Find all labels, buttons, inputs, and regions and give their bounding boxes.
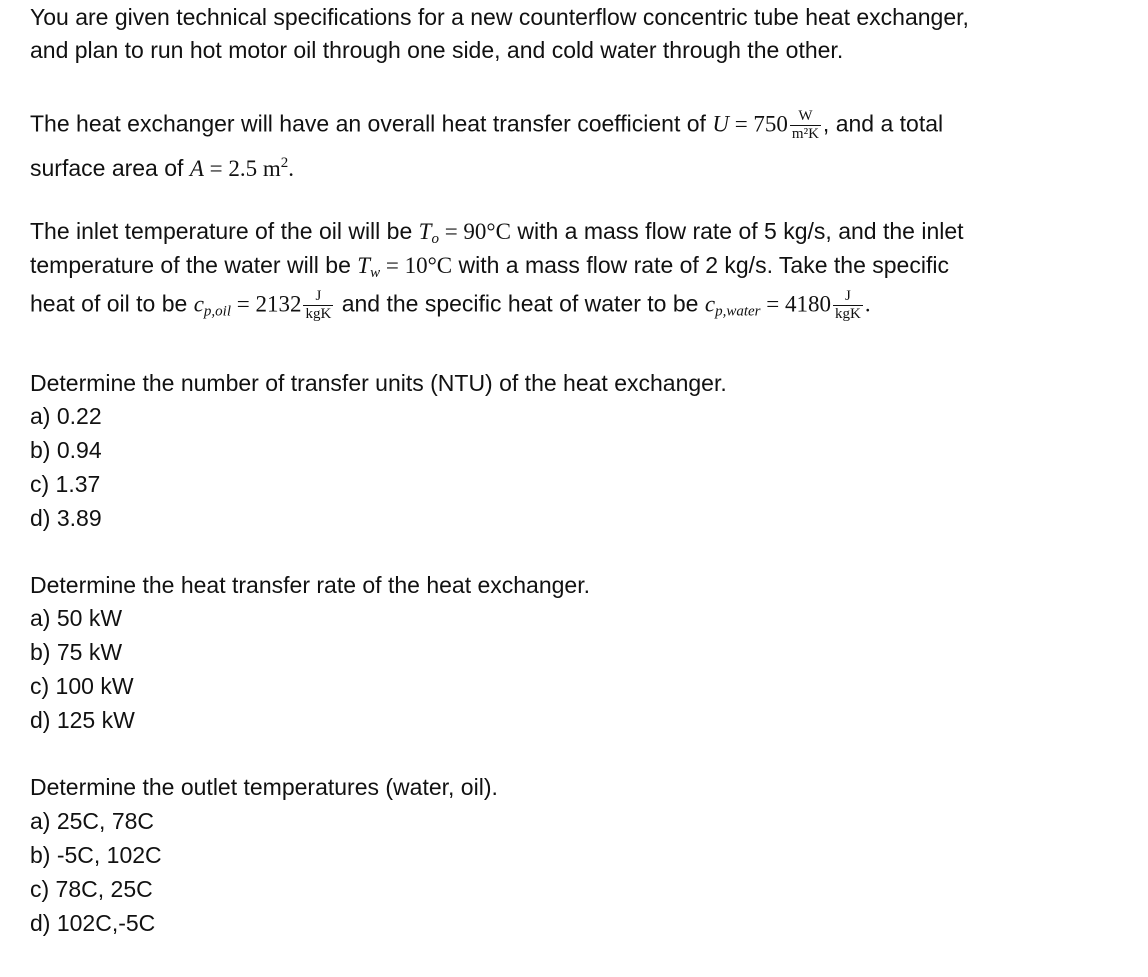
u-unit-fraction (790, 108, 821, 143)
spec-line-1 (30, 108, 943, 143)
to-subscript: o (431, 231, 439, 247)
question-1-option-a: a) 0.22 (30, 403, 102, 429)
inlet-text-3b: and the specific heat of water to be (335, 290, 705, 317)
intro-line-1: You are given technical specifications for a new counterflow concentric tube heat exchanger, (30, 4, 969, 30)
question-3-option-b: b) -5C, 102C (30, 842, 162, 868)
area-text: surface area of (30, 155, 190, 181)
cpw-symbol: c (704, 291, 716, 317)
inlet-text-2: temperature of the water will be (30, 252, 358, 278)
question-3-prompt: Determine the outlet temperatures (water, oil). (30, 774, 498, 800)
question-2-option-a: a) 50 kW (30, 605, 123, 631)
tw-subscript: w (370, 265, 381, 281)
question-2-option-c: c) 100 kW (30, 673, 134, 699)
cpw-unit-denominator: kgK (834, 306, 861, 322)
question-1-option-d: d) 3.89 (30, 505, 102, 531)
cpoil-unit-denominator: kgK (305, 306, 332, 322)
tw-value: = 10°C (380, 253, 453, 278)
u-value: = 750 (728, 111, 788, 137)
cpw-value: = 4180 (760, 291, 831, 317)
a-symbol: A (189, 156, 204, 181)
question-1-prompt: Determine the number of transfer units (NTU) of the heat exchanger. (30, 370, 727, 396)
a-value: = 2.5 m (203, 156, 281, 181)
inlet-text-3: heat of oil to be (30, 290, 194, 317)
spec-tail: , and a total (822, 110, 944, 137)
inlet-line-1 (30, 216, 964, 254)
u-unit-numerator: W (790, 108, 821, 126)
spec-line-2 (30, 148, 294, 184)
a-exponent: 2 (280, 155, 289, 171)
cpw-unit-numerator: J (833, 288, 863, 306)
a-tail: . (288, 156, 294, 181)
tw-symbol: T (357, 253, 371, 278)
cpoil-subscript: p,oil (203, 303, 231, 320)
question-2-prompt: Determine the heat transfer rate of the heat exchanger. (30, 572, 591, 598)
cpw-unit-fraction (833, 288, 863, 323)
question-3-option-a: a) 25C, 78C (30, 808, 155, 834)
u-unit-denominator: m²K (791, 126, 819, 142)
question-1-option-b: b) 0.94 (30, 437, 102, 463)
cpoil-symbol: c (193, 291, 204, 317)
cpoil-value: = 2132 (231, 291, 302, 317)
cpw-subscript: p,water (715, 303, 761, 320)
inlet-text-1: The inlet temperature of the oil will be (30, 218, 419, 244)
question-1-option-c: c) 1.37 (30, 471, 101, 497)
cpoil-unit-numerator: J (303, 288, 333, 306)
u-symbol: U (712, 111, 729, 137)
inlet-line-2 (30, 250, 949, 288)
intro-line-2: and plan to run hot motor oil through one side, and cold water through the other. (30, 37, 844, 63)
to-value: = 90°C (438, 219, 511, 244)
question-2-option-d: d) 125 kW (30, 707, 135, 733)
inlet-text-2b: with a mass flow rate of 2 kg/s. Take the specific (452, 252, 949, 278)
cpw-tail: . (864, 291, 871, 317)
inlet-text-1b: with a mass flow rate of 5 kg/s, and the inlet (510, 218, 964, 244)
to-symbol: T (418, 219, 432, 244)
question-2-option-b: b) 75 kW (30, 639, 123, 665)
cpoil-unit-fraction (303, 288, 333, 323)
question-3-option-d: d) 102C,-5C (30, 910, 156, 936)
question-3-option-c: c) 78C, 25C (30, 876, 153, 902)
inlet-line-3 (30, 288, 871, 327)
spec-text: The heat exchanger will have an overall heat transfer coefficient of (30, 110, 713, 137)
